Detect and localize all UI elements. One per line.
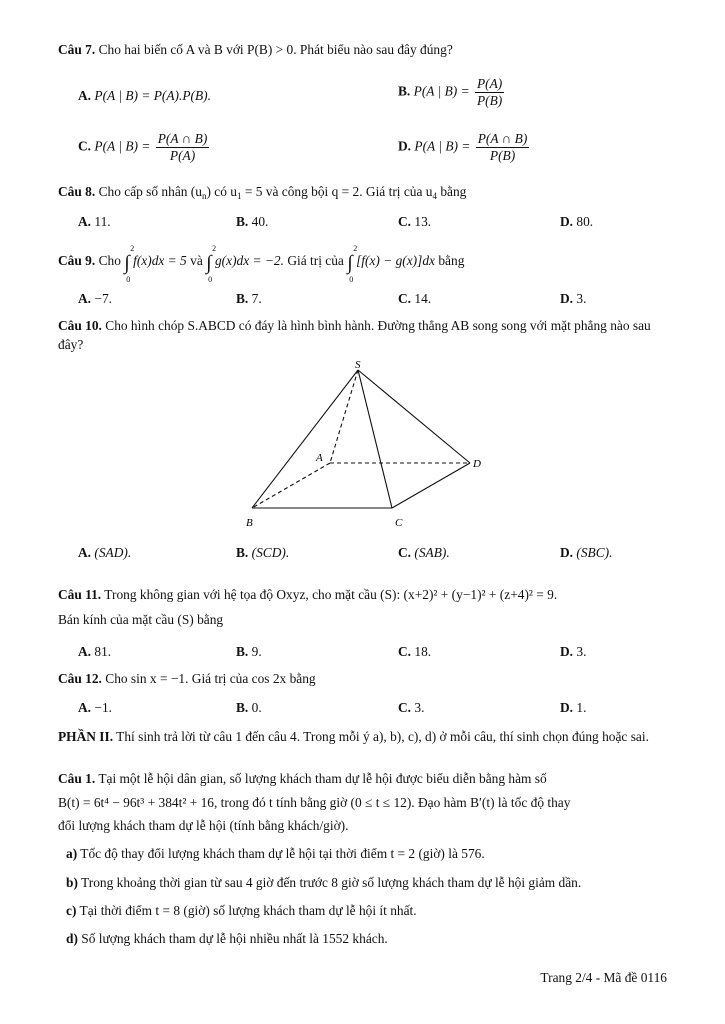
q8-stem: Câu 8. Cho cấp số nhân $(u_n)$ có $u_1 = 5$ và công bội q = 2. Giá trị của $u_4$ bằng [58,184,467,201]
q7-c-fraction: $\frac{P(A \cap B)}{P(A)}$ [157,131,208,163]
q7-option-b: B. P(A | B) = $\frac{P(A)}{P(B)}$ [398,76,503,108]
q7-option-c: C. P(A | B) = $\frac{P(A \cap B)}{P(A)}$ [78,131,208,163]
q9-stem: Câu 9. Cho ∫ 2 0 f(x)dx = 5 và ∫ 2 0 g(x)dx = −2. Giá trị của ∫ 2 0 [f(x) − g(x)]dx bằng [58,244,465,284]
p2q1-stem: Câu 1. Tại một lễ hội dân gian, số lượng khách tham dự lễ hội được biểu diễn bằng hàm số [58,771,547,786]
q11-stem: Câu 11. Trong không gian với hệ tọa độ Oxyz, cho mặt cầu (S): (x+2)² + (y−1)² + (z+4)² = 9. [58,587,558,602]
q11-option-c: C. 18. [398,644,432,659]
q8-option-c: C. 13. [398,214,432,229]
page-footer: Trang 2/4 - Mã đề 0116 [540,970,667,985]
part2-header: PHẦN II. Thí sinh trả lời từ câu 1 đến câu 4. Trong mỗi ý a), b), c), d) ở mỗi câu, thí sinh chọn đúng hoặc sai. [58,729,649,744]
p2q1-item-a: a) Tốc độ thay đổi lượng khách tham dự lễ hội tại thời điểm t = 2 (giờ) là 576. [66,846,485,861]
p2q1-line2: B(t) = 6t⁴ − 96t³ + 384t² + 16, trong đó t tính bằng giờ (0 ≤ t ≤ 12). Đạo hàm B′(t) là tốc độ thay [58,795,571,810]
q9-option-d: D. 3. [560,291,587,306]
q7-stem [58,42,453,58]
q10-option-b: B. (SCD). [236,545,290,560]
q12-option-b: B. 0. [236,700,262,715]
q10-stem: Câu 10. Cho hình chóp S.ABCD có đáy là hình bình hành. Đường thẳng AB song song với mặt phẳng nào sau đây? [58,318,651,352]
q12-option-d: D. 1. [560,700,587,715]
integral-sign-icon: ∫ 2 0 [124,244,135,284]
q9-option-a: A. −7. [78,291,112,306]
q7-text: Cho hai biến cố A và B với P(B) > 0. Phát biểu nào sau đây đúng? [98,42,453,57]
edge-sd [358,370,470,463]
q8-option-b: B. 40. [236,214,269,229]
q12-option-c: C. 3. [398,700,425,715]
p2q1-line3: đổi lượng khách tham dự lễ hội (tính bằng khách/giờ). [58,818,349,833]
p2q1-item-d: d) Số lượng khách tham dự lễ hội nhiều nhất là 1552 khách. [66,931,388,946]
q7-title: Câu 7. [58,42,96,57]
vertex-b: B [246,517,253,529]
p2q1-item-c: c) Tại thời điểm t = 8 (giờ) số lượng khách tham dự lễ hội ít nhất. [66,903,417,918]
q8-option-d: D. 80. [560,214,594,229]
q7-b-fraction: $\frac{P(A)}{P(B)}$ [476,76,503,108]
q9-option-c: C. 14. [398,291,432,306]
edge-sb [252,370,358,508]
edge-cd [392,463,470,508]
vertex-a: A [316,452,323,464]
edge-sa [330,370,358,463]
q8-option-a: A. 11. [78,214,111,229]
p2q1-item-b: b) Trong khoảng thời gian từ sau 4 giờ đến trước 8 giờ số lượng khách tham dự lễ hội giảm dần. [66,875,582,890]
q10-option-d: D. (SBC). [560,545,613,560]
integral-sign-icon: ∫ 2 0 [206,244,217,284]
vertex-s: S [355,360,361,371]
q7-d-fraction: $\frac{P(A \cap B)}{P(B)}$ [477,131,528,163]
q11-option-a: A. 81. [78,644,112,659]
q10-option-a: A. (SAD). [78,545,132,560]
q11-option-b: B. 9. [236,644,262,659]
q11-stem-2: Bán kính của mặt cầu (S) bằng [58,612,224,627]
q12-option-a: A. −1. [78,700,112,715]
q7-option-d: D. P(A | B) = $\frac{P(A \cap B)}{P(B)}$ [398,131,528,163]
edge-sc [358,370,392,508]
q11-option-d: D. 3. [560,644,587,659]
integral-sign-icon: ∫ 2 0 [347,244,358,284]
q7-option-a: A. P(A | B) = P(A).P(B). [78,88,211,103]
vertex-d: D [473,458,481,470]
q12-stem: Câu 12. Cho sin x = −1. Giá trị của cos 2x bằng [58,671,316,686]
q10-option-c: C. (SAB). [398,545,450,560]
q9-option-b: B. 7. [236,291,262,306]
pyramid-figure [230,360,490,535]
vertex-c: C [395,517,403,529]
edge-ab [252,463,330,508]
